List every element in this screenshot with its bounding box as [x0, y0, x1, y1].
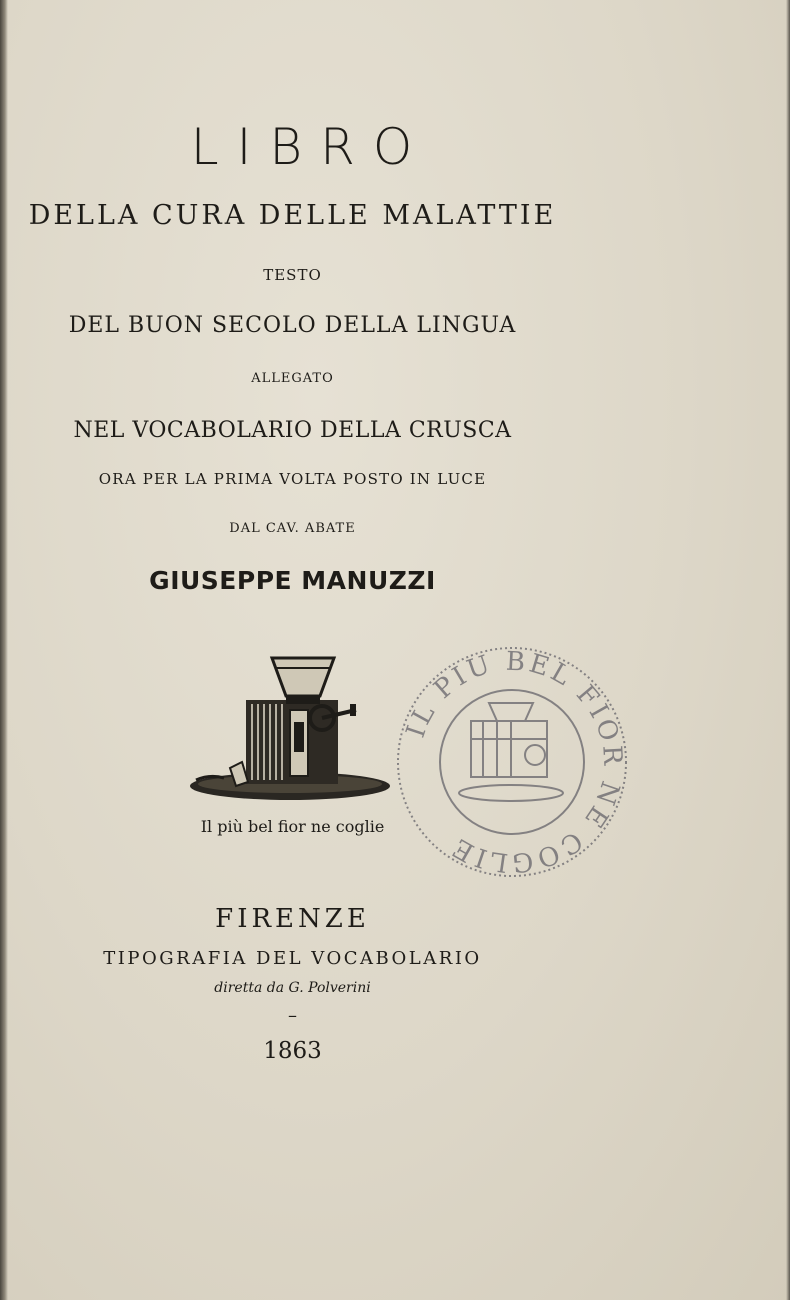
book-subtitle: DELLA CURA DELLE MALATTIE: [28, 200, 557, 231]
imprint-dash: –: [288, 1005, 297, 1026]
line-prima-volta: ORA PER LA PRIMA VOLTA POSTO IN LUCE: [98, 470, 487, 488]
imprint-year: 1863: [263, 1038, 322, 1064]
author-name: GIUSEPPE MANUZZI: [149, 566, 436, 595]
stamp-text: IL PIU BEL FIOR NE COGLIE: [400, 646, 628, 878]
line-testo: TESTO: [263, 266, 322, 284]
library-stamp-icon: [393, 643, 631, 881]
page-right-edge: [786, 0, 790, 1300]
line-allegato: ALLEGATO: [251, 371, 334, 386]
page-binding-edge: [0, 0, 8, 1300]
printer-motto: Il più bel fior ne coglie: [200, 817, 385, 836]
imprint-director: diretta da G. Polverini: [214, 980, 371, 996]
imprint-city: FIRENZE: [215, 904, 370, 934]
book-title: LIBRO: [190, 118, 431, 176]
line-vocabolario: NEL VOCABOLARIO DELLA CRUSCA: [73, 418, 512, 443]
line-secolo: DEL BUON SECOLO DELLA LINGUA: [68, 313, 517, 338]
sieve-machine-icon: [190, 652, 400, 812]
imprint-printer: TIPOGRAFIA DEL VOCABOLARIO: [103, 948, 482, 969]
line-abate: DAL CAV. ABATE: [229, 521, 356, 536]
